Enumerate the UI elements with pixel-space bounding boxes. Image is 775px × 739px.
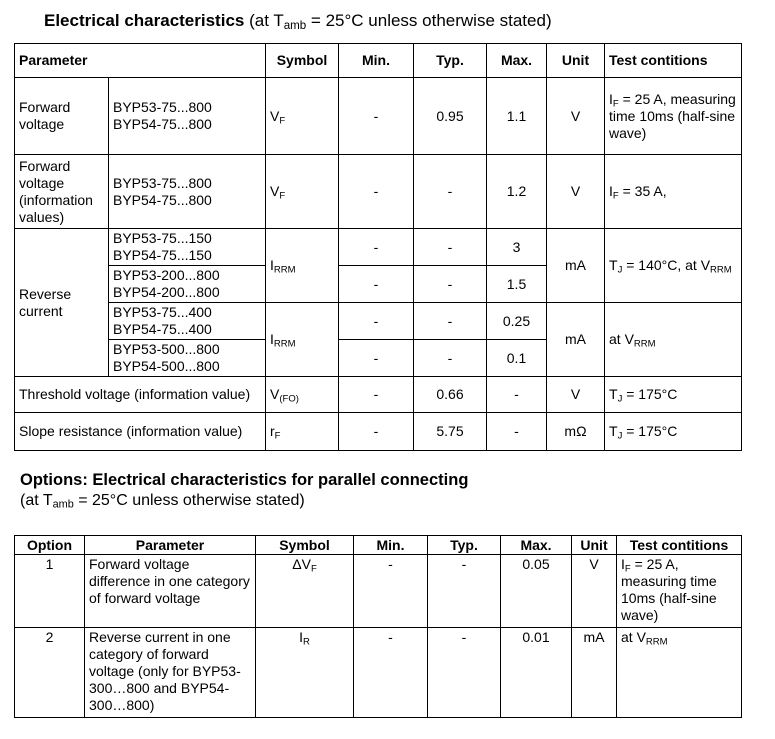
symbol-cell: $\Delta V_F$ — [256, 555, 354, 628]
electrical-characteristics-table — [14, 43, 742, 451]
header-typ: Typ. — [414, 44, 487, 78]
max-cell: 1.5 — [487, 266, 547, 303]
header-parameter: Parameter — [15, 44, 266, 78]
header-unit: Unit — [547, 44, 605, 78]
min-cell: - — [354, 628, 428, 718]
header-unit: Unit — [572, 536, 617, 555]
test-cell: at $V_{RRM}$ — [617, 628, 742, 718]
param-cell: Forward voltage (information values) — [15, 155, 109, 229]
min-cell: - — [339, 413, 414, 451]
min-cell: - — [339, 155, 414, 229]
table-header-row — [15, 536, 742, 555]
typ-cell: - — [414, 266, 487, 303]
max-cell: 1.2 — [487, 155, 547, 229]
option-cell: 2 — [15, 628, 85, 718]
param-cell: Forward voltage — [15, 78, 109, 155]
symbol-cell: $I_{RRM}$ — [266, 229, 339, 303]
section-title — [44, 11, 552, 31]
param-cell: Reverse current — [15, 229, 109, 377]
param-cell: Reverse current in one category of forward voltage (only for BYP53-300…800 and BYP54-300…800) — [85, 628, 256, 718]
table-row-option-1 — [15, 555, 742, 628]
max-cell: 0.1 — [487, 340, 547, 377]
min-cell: - — [339, 266, 414, 303]
header-max: Max. — [487, 44, 547, 78]
typ-cell: - — [414, 303, 487, 340]
unit-cell: V — [547, 78, 605, 155]
test-cell: $T_J = 175^\circ C$ — [605, 377, 742, 413]
test-cell: $I_F = 25$ A, measuring time 10ms (half-sine wave) — [617, 555, 742, 628]
header-parameter: Parameter — [85, 536, 256, 555]
symbol-cell: $I_{RRM}$ — [266, 303, 339, 377]
header-test-conditions: Test contitions — [605, 44, 742, 78]
type-cell: BYP53-75...800 BYP54-75...800 — [109, 78, 266, 155]
type-cell: BYP53-500...800 BYP54-500...800 — [109, 340, 266, 377]
unit-cell: V — [547, 377, 605, 413]
param-cell: Threshold voltage (information value) — [15, 377, 266, 413]
test-cell: at $V_{RRM}$ — [605, 303, 742, 377]
max-cell: 3 — [487, 229, 547, 266]
typ-cell: 0.66 — [414, 377, 487, 413]
typ-cell: - — [428, 628, 501, 718]
parallel-options-table — [14, 535, 742, 718]
type-cell: BYP53-200...800 BYP54-200...800 — [109, 266, 266, 303]
max-cell: 0.05 — [501, 555, 572, 628]
min-cell: - — [339, 340, 414, 377]
symbol-cell: $V_F$ — [266, 155, 339, 229]
min-cell: - — [354, 555, 428, 628]
min-cell: - — [339, 377, 414, 413]
param-cell: Slope resistance (information value) — [15, 413, 266, 451]
header-option: Option — [15, 536, 85, 555]
options-subtitle: (at $T_{amb} = 25^\circ C$ unless otherwise stated) — [20, 492, 305, 511]
param-cell: Forward voltage difference in one category of forward voltage — [85, 555, 256, 628]
typ-cell: 0.95 — [414, 78, 487, 155]
table-row-option-2 — [15, 628, 742, 718]
header-max: Max. — [501, 536, 572, 555]
unit-cell: V — [547, 155, 605, 229]
symbol-cell: $I_R$ — [256, 628, 354, 718]
unit-cell: V — [572, 555, 617, 628]
typ-cell: - — [428, 555, 501, 628]
max-cell: 0.25 — [487, 303, 547, 340]
type-cell: BYP53-75...800 BYP54-75...800 — [109, 155, 266, 229]
unit-cell: mA — [547, 303, 605, 377]
test-cell: $T_J = 175^\circ C$ — [605, 413, 742, 451]
option-cell: 1 — [15, 555, 85, 628]
header-symbol: Symbol — [256, 536, 354, 555]
typ-cell: - — [414, 155, 487, 229]
table-row-forward-voltage — [15, 78, 742, 155]
symbol-cell: $V_F$ — [266, 78, 339, 155]
table-row-reverse-current-3 — [15, 303, 742, 340]
table-row-threshold-voltage — [15, 377, 742, 413]
typ-cell: 5.75 — [414, 413, 487, 451]
header-min: Min. — [354, 536, 428, 555]
type-cell: BYP53-75...150 BYP54-75...150 — [109, 229, 266, 266]
unit-cell: mA — [572, 628, 617, 718]
table-row-forward-voltage-info — [15, 155, 742, 229]
table-row-reverse-current-1 — [15, 229, 742, 266]
options-title: Options: Electrical characteristics for parallel connecting — [20, 471, 469, 489]
header-min: Min. — [339, 44, 414, 78]
max-cell: 0.01 — [501, 628, 572, 718]
max-cell: - — [487, 413, 547, 451]
type-cell: BYP53-75...400 BYP54-75...400 — [109, 303, 266, 340]
header-test-conditions: Test contitions — [617, 536, 742, 555]
unit-cell: mΩ — [547, 413, 605, 451]
table-row-slope-resistance — [15, 413, 742, 451]
max-cell: - — [487, 377, 547, 413]
symbol-cell: $r_F$ — [266, 413, 339, 451]
header-typ: Typ. — [428, 536, 501, 555]
header-symbol: Symbol — [266, 44, 339, 78]
typ-cell: - — [414, 340, 487, 377]
unit-cell: mA — [547, 229, 605, 303]
max-cell: 1.1 — [487, 78, 547, 155]
test-cell: $I_F = 35$ A, — [605, 155, 742, 229]
min-cell: - — [339, 229, 414, 266]
min-cell: - — [339, 303, 414, 340]
symbol-cell: $V_{(FO)}$ — [266, 377, 339, 413]
section-title-conditions: (at $T_{amb} = 25^\circ C$ unless otherwise stated) — [249, 11, 552, 32]
section-title-bold: Electrical characteristics — [44, 11, 245, 30]
test-cell: $I_F = 25$ A, measuring time 10ms (half-sine wave) — [605, 78, 742, 155]
typ-cell: - — [414, 229, 487, 266]
test-cell: $T_J = 140^\circ C$, at $V_{RRM}$ — [605, 229, 742, 303]
min-cell: - — [339, 78, 414, 155]
table-header-row — [15, 44, 742, 78]
